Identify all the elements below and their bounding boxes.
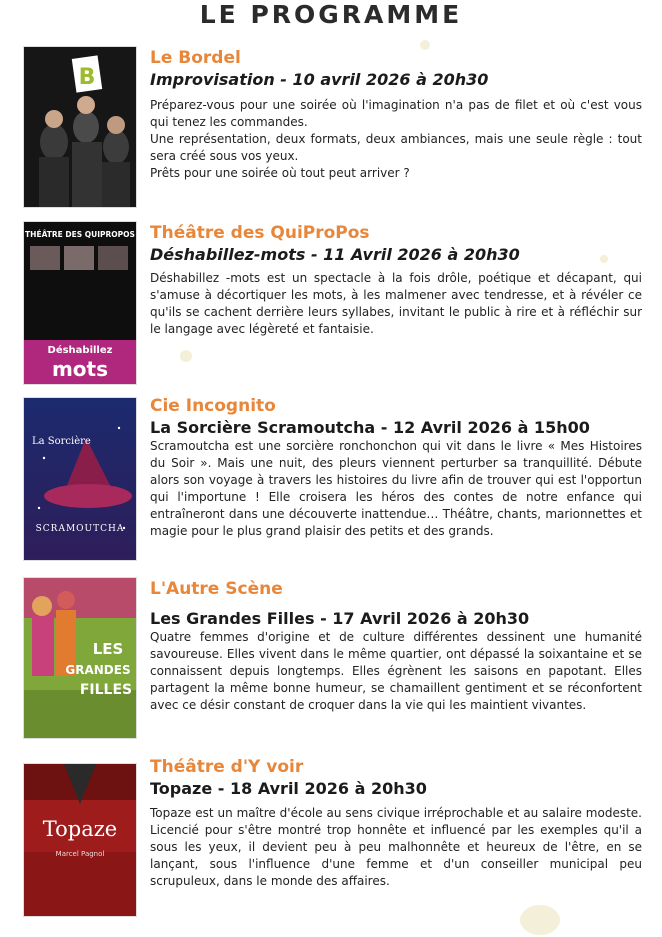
event-description-paragraph: Quatre femmes d'origine et de culture différentes dessinent une humanité savoureuse. Elles vivent dans le même quartier, ont dépassé la soixantaine et se connaissent depuis longtemps. Elles égrènent les saisons en papotant. Elles partagent la même bonne humeur, se chamaillent gentiment et se réconfortent avec ce désir constant de croquer dans la vie qui les maintient vivantes. [150,630,642,712]
poster-le-bordel-art [24,47,136,207]
event-content [150,222,642,338]
poster-incognito [24,398,136,560]
event-description [150,629,642,714]
event-content [150,578,642,714]
event-description [150,270,642,338]
event-description-paragraph: Topaze est un maître d'école au sens civique irréprochable et au salaire modeste. Licencié pour s'être montré trop honnête et influencé par les exemples qu'il a sous les yeux, il devient peu à peu malhonnête et heureux de l'être, en se lançant, sous l'influence d'une femme et d'un conseiller municipal peu scrupuleux, dans le monde des affaires. [150,806,642,888]
event-show-title: Les Grandes Filles - 17 Avril 2026 à 20h30 [150,609,530,628]
background-dot [180,350,192,362]
event-show-title: Déshabillez-mots - 11 Avril 2026 à 20h30 [150,245,520,264]
event-organizer: Théâtre des QuiProPos [150,223,370,243]
event-show-title: Topaze - 18 Avril 2026 à 20h30 [150,779,427,798]
poster-quipropos-word2: mots [51,357,109,381]
event-description-paragraph: Préparez-vous pour une soirée où l'imagination n'a pas de filet et où c'est vous qui tenez les commandes. [150,98,642,129]
event-show-title: Improvisation - 10 avril 2026 à 20h30 [150,70,489,89]
event-description-paragraph: Déshabillez -mots est un spectacle à la fois drôle, poétique et décapant, qui s'amuse à décortiquer les mots, à les malmener avec tendresse, et à révéler ce qu'ils se cachent derrière leurs syllabes, invitant le public à rire et à réfléchir sur le langage avec légèreté et fantaisie. [150,271,642,336]
poster-y-voir-title: Topaze [42,817,118,841]
event-organizer: Le Bordel [150,48,241,68]
poster-autre-scene-line2: GRANDES [65,663,131,677]
page-title: LE PROGRAMME [199,0,463,29]
poster-le-bordel-logo: B [78,65,96,90]
event-description [150,97,642,182]
poster-incognito-bottom: SCRAMOUTCHA [35,524,125,534]
poster-incognito-art [24,398,136,560]
poster-quipropos-header: THÉÂTRE DES QUIPROPOS [25,230,135,239]
event-description [150,805,642,890]
event-content [150,756,642,890]
poster-autre-scene [24,578,136,738]
poster-autre-scene-line3: FILLES [79,682,133,698]
event-description-paragraph: Prêts pour une soirée où tout peut arriver ? [150,166,410,180]
event-show-title: La Sorcière Scramoutcha - 12 Avril 2026 à 15h00 [150,418,590,437]
event-description [150,438,642,540]
event-organizer: L'Autre Scène [150,579,283,599]
event-organizer: Cie Incognito [150,396,276,416]
poster-incognito-top: La Sorcière [32,436,91,447]
event-description-paragraph: Une représentation, deux formats, deux ambiances, mais une seule règle : tout sera créé sous vos yeux. [150,132,642,163]
event-content [150,47,642,182]
poster-autre-scene-art [24,578,136,738]
event-content [150,395,642,540]
event-organizer: Théâtre d'Y voir [150,757,304,777]
poster-quipropos-word1: Déshabillez [47,345,113,356]
poster-quipropos [24,222,136,384]
poster-quipropos-art [24,222,136,384]
poster-autre-scene-line1: LES [92,640,124,658]
poster-y-voir-author: Marcel Pagnol [55,850,105,858]
poster-le-bordel [24,47,136,207]
poster-y-voir-art [24,764,136,916]
background-dot [520,905,560,935]
poster-y-voir [24,764,136,916]
event-description-paragraph: Scramoutcha est une sorcière ronchonchon qui vit dans le livre « Mes Histoires du Soir ». Mais une nuit, des pleurs viennent perturber sa tranquillité. Débute alors son voyage à travers les histoires du livre afin de trouver qui est l'opportun qui l'importune ! Elle croisera les héros des contes de notre enfance qui entraîneront dans une découverte inattendue… Théâtre, chants, marionnettes et magie pour le plus grand plaisir des petits et des grands. [150,439,642,538]
